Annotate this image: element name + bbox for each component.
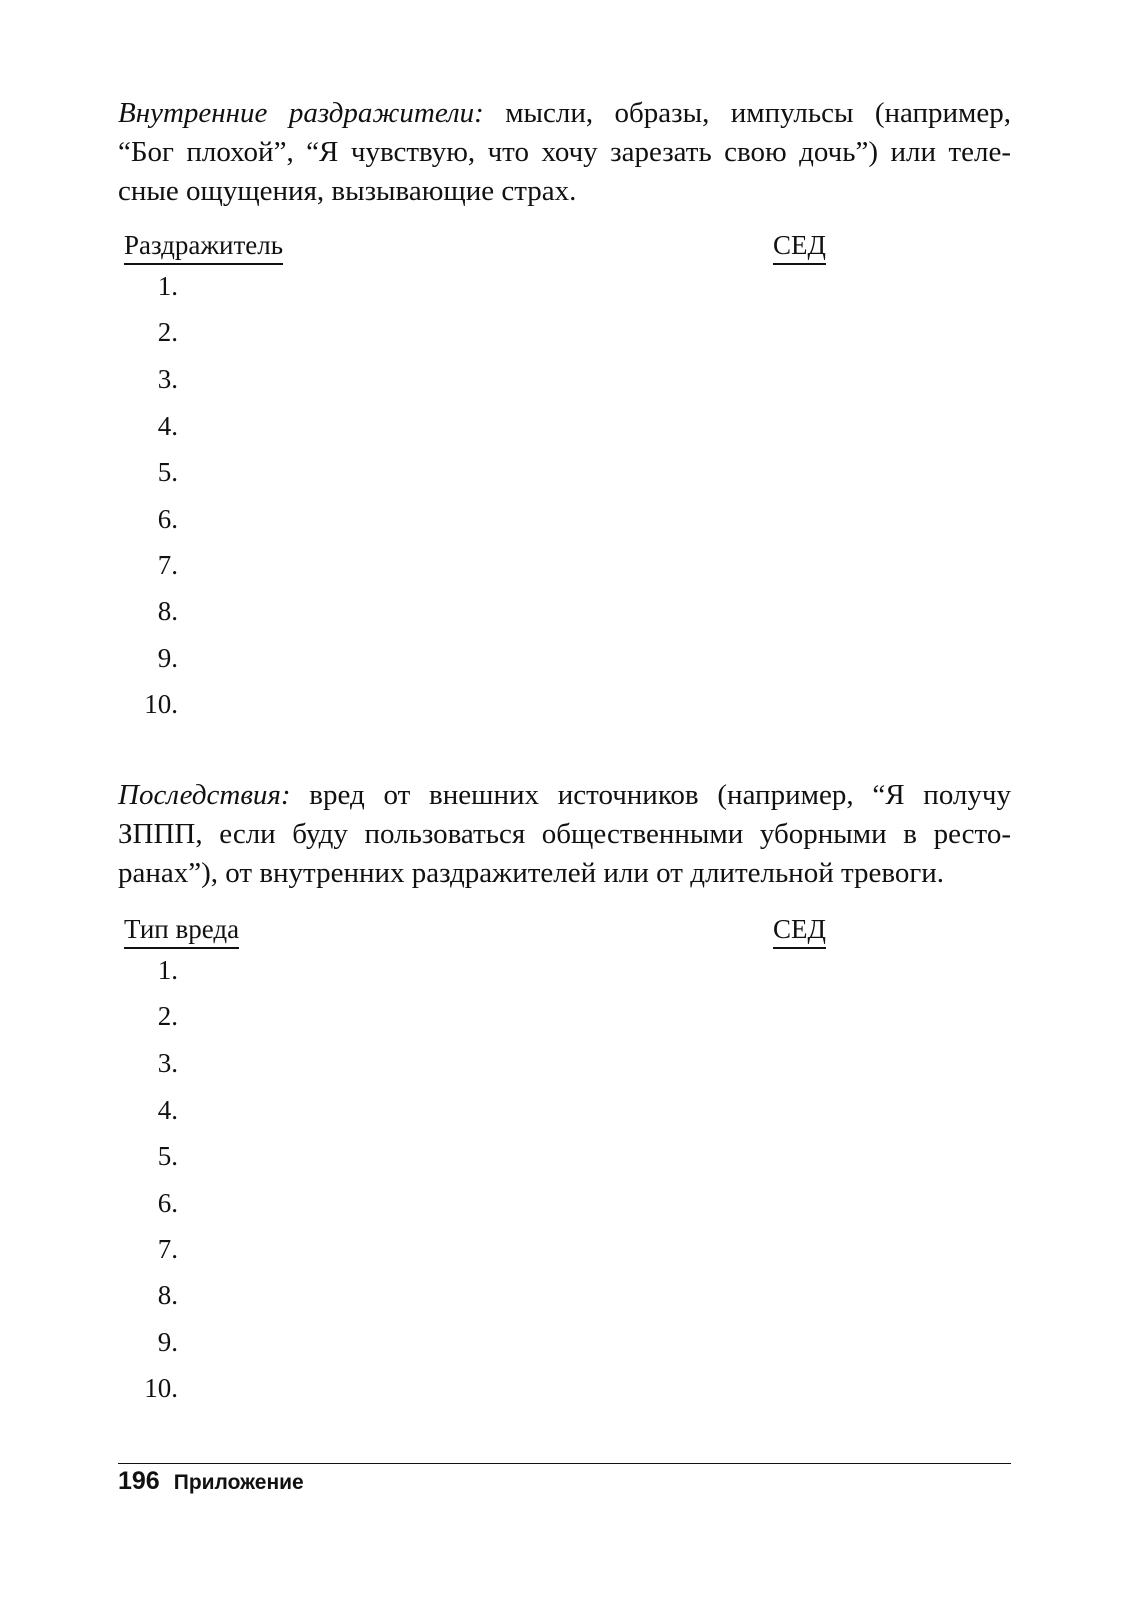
list-item-number: 5.: [157, 457, 178, 487]
list-item-number: 3.: [157, 364, 178, 394]
paragraph-line: ранах”), от внутренних раздражителей или от длительной тревоги.: [118, 857, 945, 889]
list-item-number: 10.: [144, 689, 178, 719]
list-item-number: 7.: [157, 550, 178, 580]
list-item-number: 3.: [157, 1048, 178, 1078]
list-item-number: 1.: [157, 955, 178, 985]
consequences-description: [118, 776, 1011, 893]
paragraph-line: “Бог плохой”, “Я чувствую, что хочу зарезать свою дочь”) или теле-: [118, 136, 1011, 168]
list-item-number: 9.: [157, 643, 178, 673]
list-item-number: 8.: [157, 1280, 178, 1310]
list-item-number: 7.: [157, 1234, 178, 1264]
list-item-number: 4.: [157, 1095, 178, 1125]
list-item-number: 10.: [144, 1373, 178, 1403]
paragraph-text: мысли, образы, импульсы (например,: [483, 97, 1012, 129]
list-item-number: 8.: [157, 596, 178, 626]
list-item-number: 6.: [157, 1188, 178, 1218]
section-title: Приложение: [173, 1471, 304, 1494]
paragraph-line: [118, 776, 1011, 815]
internal-triggers-description: [118, 94, 1011, 211]
term-internal-triggers: Внутренние раздражители:: [118, 97, 484, 129]
paragraph-line: [118, 94, 1011, 133]
column-header-sud: СЕД: [773, 913, 826, 949]
paragraph-line: сные ощущения, вызывающие страх.: [118, 175, 577, 207]
column-header-trigger: Раздражитель: [124, 229, 283, 265]
page-number: 196: [118, 1467, 160, 1495]
list-item-number: 2.: [157, 1001, 178, 1031]
list-item-number: 1.: [157, 271, 178, 301]
list-item-number: 2.: [157, 317, 178, 347]
footer-divider: [118, 1463, 1011, 1464]
paragraph-line: ЗППП, если буду пользоваться общественными уборными в ресто-: [118, 818, 1011, 850]
list-item-number: 5.: [157, 1141, 178, 1171]
list-item-number: 6.: [157, 504, 178, 534]
term-consequences: Последствия:: [118, 779, 291, 811]
page-footer: [118, 1466, 304, 1498]
column-header-sud: СЕД: [773, 229, 826, 265]
list-item-number: 9.: [157, 1327, 178, 1357]
list-item-number: 4.: [157, 411, 178, 441]
paragraph-text: вред от внешних источников (например, “Я получу: [290, 779, 1011, 811]
column-header-harm-type: Тип вреда: [124, 913, 239, 949]
